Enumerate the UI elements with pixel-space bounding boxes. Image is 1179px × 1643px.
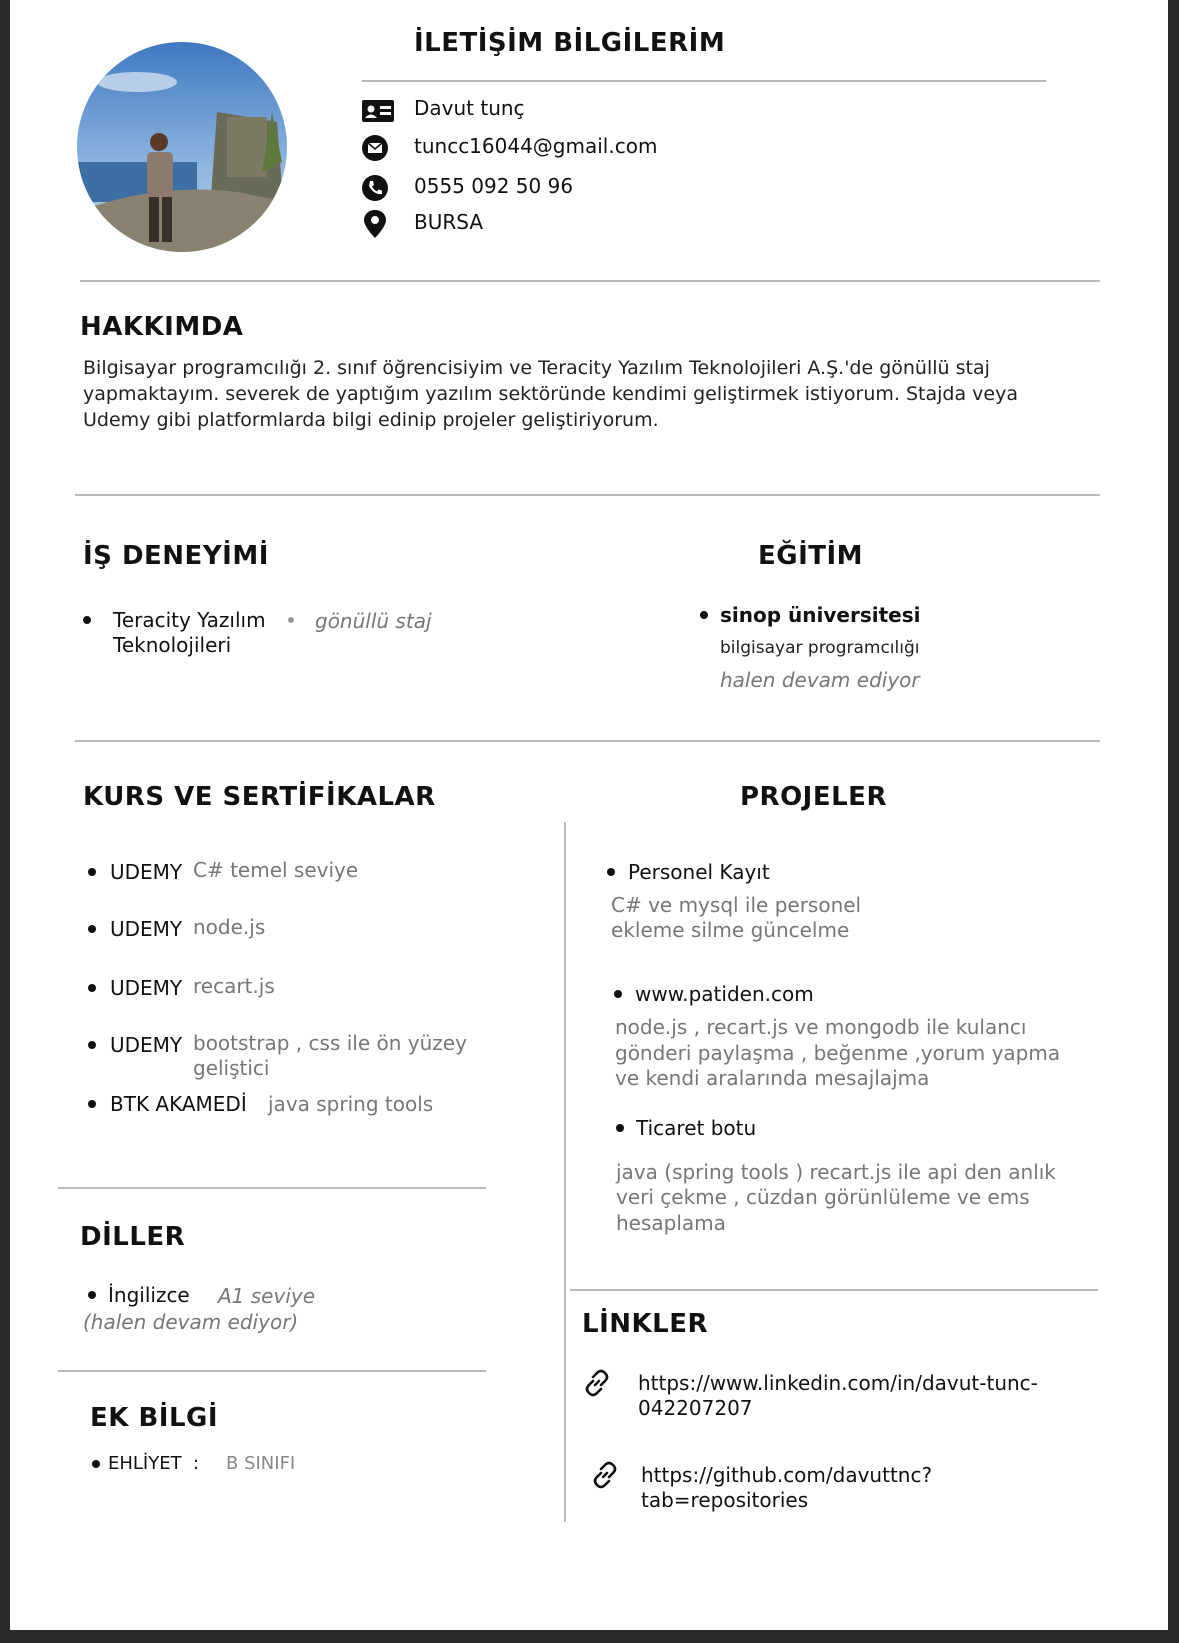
bullet — [83, 616, 91, 624]
bullet — [92, 1460, 100, 1468]
links-title: LİNKLER — [582, 1309, 708, 1339]
github-link-cont[interactable]: tab=repositories — [641, 1488, 809, 1512]
phone-icon — [362, 175, 388, 201]
language-level: A1 seviye — [218, 1284, 316, 1308]
courses-title: KURS VE SERTİFİKALAR — [83, 782, 436, 812]
link-icon — [590, 1460, 620, 1490]
bullet — [88, 1041, 96, 1049]
resume-page — [10, 0, 1168, 1630]
linkedin-link[interactable]: https://www.linkedin.com/in/davut-tunc- — [638, 1371, 1038, 1395]
project-desc: C# ve mysql ile personel — [611, 893, 862, 917]
course-topic: bootstrap , css ile ön yüzey — [193, 1031, 467, 1055]
project-name[interactable]: www.patiden.com — [635, 982, 814, 1006]
course-topic-cont: geliştici — [193, 1056, 270, 1080]
course-provider: UDEMY — [110, 976, 183, 1000]
experience-title: İŞ DENEYİMİ — [83, 541, 269, 571]
github-link[interactable]: https://github.com/davuttnc? — [641, 1463, 933, 1487]
bullet — [88, 925, 96, 933]
contact-phone: 0555 092 50 96 — [414, 174, 574, 198]
project-desc: java (spring tools ) recart.js ile api den anlık — [616, 1160, 1056, 1184]
course-provider: UDEMY — [110, 917, 183, 941]
contact-email[interactable]: tuncc16044@gmail.com — [414, 134, 658, 158]
divider — [75, 740, 1100, 742]
column-divider — [564, 822, 566, 1522]
bullet — [700, 611, 708, 619]
about-title: HAKKIMDA — [80, 312, 244, 342]
bullet — [88, 984, 96, 992]
experience-company-line2: Teknolojileri — [113, 633, 232, 657]
mail-icon — [362, 135, 388, 161]
project-desc: gönderi paylaşma , beğenme ,yorum yapma — [615, 1041, 1061, 1065]
extra-title: EK BİLGİ — [90, 1403, 219, 1433]
divider — [570, 1289, 1098, 1291]
divider — [362, 80, 1046, 82]
experience-role: gönüllü staj — [315, 609, 432, 633]
linkedin-link-cont[interactable]: 042207207 — [638, 1396, 753, 1420]
course-provider: UDEMY — [110, 1033, 183, 1057]
languages-title: DİLLER — [80, 1222, 186, 1252]
course-topic: java spring tools — [268, 1092, 434, 1116]
id-card-icon — [362, 100, 394, 122]
bullet — [88, 1100, 96, 1108]
project-desc: veri çekme , cüzdan görünlüleme ve ems — [616, 1185, 1030, 1209]
project-desc: ve kendi aralarında mesajlajma — [615, 1066, 930, 1090]
education-school: sinop üniversitesi — [720, 603, 921, 627]
project-desc: ekleme silme güncelme — [611, 918, 850, 942]
separator-dot — [288, 617, 294, 623]
about-line: yapmaktayım. severek de yaptığım yazılım sektöründe kendimi geliştirmek istiyorum. Stajda veya — [83, 383, 1018, 405]
bullet — [607, 868, 615, 876]
divider — [75, 494, 1100, 496]
course-topic: recart.js — [193, 974, 275, 998]
bullet — [616, 1124, 624, 1132]
education-department: bilgisayar programcılığı — [720, 638, 920, 658]
project-desc: hesaplama — [616, 1211, 726, 1235]
projects-title: PROJELER — [740, 782, 887, 812]
course-topic: C# temel seviye — [193, 858, 359, 882]
course-provider: BTK AKAMEDİ — [110, 1092, 247, 1116]
about-text — [83, 355, 1083, 433]
divider — [58, 1187, 486, 1189]
about-line: Udemy gibi platformlarda bilgi edinip projeler geliştiriyorum. — [83, 409, 659, 431]
contact-title: İLETİŞİM BİLGİLERİM — [414, 28, 726, 58]
education-title: EĞİTİM — [758, 541, 864, 571]
profile-photo — [77, 42, 287, 252]
contact-name: Davut tunç — [414, 96, 525, 120]
project-name: Personel Kayıt — [628, 860, 770, 884]
language-note: (halen devam ediyor) — [83, 1310, 299, 1334]
course-topic: node.js — [193, 915, 266, 939]
course-provider: UDEMY — [110, 860, 183, 884]
project-name: Ticaret botu — [636, 1116, 757, 1140]
extra-label: EHLİYET : — [108, 1453, 200, 1474]
divider — [80, 280, 1100, 282]
education-status: halen devam ediyor — [720, 668, 920, 692]
bullet — [88, 1291, 96, 1299]
bullet — [88, 868, 96, 876]
divider — [58, 1370, 486, 1372]
contact-city: BURSA — [414, 210, 484, 234]
link-icon — [582, 1368, 612, 1398]
bullet — [614, 990, 622, 998]
about-line: Bilgisayar programcılığı 2. sınıf öğrencisiyim ve Teracity Yazılım Teknolojileri A.Ş.'de gönüllü staj — [83, 357, 990, 379]
extra-value: B SINIFI — [226, 1453, 296, 1474]
experience-company-line1: Teracity Yazılım — [113, 608, 266, 632]
language-name: İngilizce — [108, 1283, 190, 1307]
project-desc: node.js , recart.js ve mongodb ile kulancı — [615, 1015, 1027, 1039]
location-pin-icon — [364, 210, 386, 238]
